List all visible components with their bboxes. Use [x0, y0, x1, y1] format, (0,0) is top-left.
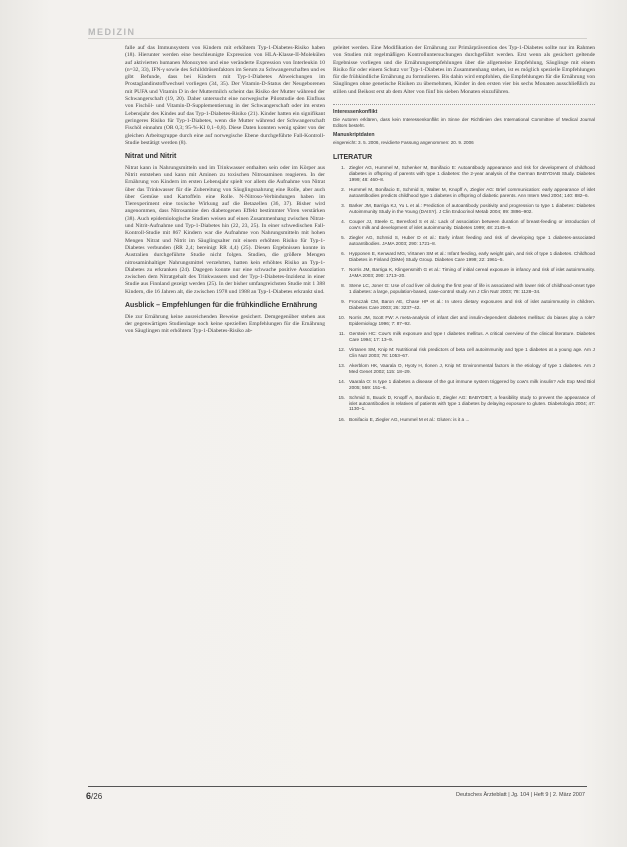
reference-item: [333, 363, 595, 375]
reference-number: 15.: [338, 394, 345, 400]
reference-item: [333, 347, 595, 359]
reference-item: [333, 331, 595, 343]
manuscript-text: eingereicht: 3. 5. 2006, revidierte Fassung angenommen: 20. 9. 2006: [333, 140, 474, 146]
reference-number: 5.: [341, 234, 345, 240]
reference-text: Fronczak CM, Baron AE, Chase HP et al.: In utero dietary exposures and risk of islet autoimmunity in children. Diabetes Care 2003; 26: 3237–42.: [349, 298, 595, 310]
reference-number: 16.: [338, 416, 345, 422]
nitrat-paragraph: Nitrat kann in Nahrungsmitteln und im Trinkwasser enthalten sein oder im Körper aus Nitrit entstehen und kann mit Aminen zu toxischen Nitrosaminen reagieren. In der Ernährung von Kindern im ersten Lebensjahr spielt vor allem die Aufnahme von Nitrat über das Trinkwasser für die Zubereitung von Säuglingsnahrung eine Rolle, aber auch über Gemüse und Kartoffeln eine Rolle. N-Nitroso-Verbindungen haben im Tierexperiment eine toxische Wirkung auf die Betazellen (36, 37). Bisher wird angenommen, dass Nitrosamine den diabetogenen Effekt bestimmter Viren verstärken (38). Auch epidemiologische Studien weisen auf einen Zusammenhang zwischen Nitrat- und Nitrit-Aufnahme und Typ-1-Diabetes hin (22, 23, 25). In einer schwedischen Fall-Kontroll-Studie mit 867 Kindern war die Aufnahme von Nahrungsmitteln mit hohen Mengen Nitrat und Nitrit im Säuglingsalter mit einem erhöhten Risiko für Typ-1-Diabetes verbunden (RR 2,4; bereinigt RR 4,4) (25). Diesen Ergebnissen konnte in Australien durchgeführte Studie nicht folgen. Studien, die größere Mengen nitrosaminhaltiger Nahrungsmittel verzehrten, hatten kein erhöhtes Risiko an Typ-1-Diabetes zu erkranken (24). Dagegen konnte nur eine schwache positive Assoziation zwischen dem Nitratgehalt des Trinkwassers und der Typ-1-Diabetes-Inzidenz in einer Studie aus Finnland gezeigt werden (25). In der bisher umfangreichsten Studie mit 1 388 Kindern, die 16 Jahren alt, die zwischen 1978 und 1988 an Typ-1-Diabetes erkrankt sind.: [125, 164, 325, 295]
manuscript-title: Manuskriptdaten: [333, 132, 375, 139]
reference-text: Virtanen SM, Knip M: Nutritional risk predictors of beta cell autoimmunity and type 1 diabetes at a young age. Am J Clin Nutr 2003; 78: 1053–67.: [349, 346, 595, 358]
reference-text: Norris JM, Scott FW: A meta-analysis of infant diet and insulin-dependent diabetes mellitus: do biases play a role? Epidemiology 1996; 7: 87–92.: [349, 314, 595, 326]
reference-number: 6.: [341, 250, 345, 256]
reference-number: 10.: [338, 314, 345, 320]
reference-number: 11.: [338, 330, 345, 336]
box-divider: [333, 104, 595, 105]
reference-number: 1.: [341, 165, 345, 171]
reference-text: Bonifacio E, Ziegler AG, Hummel M et al.: Gluten: is it a ...: [349, 416, 470, 422]
reference-number: 12.: [338, 346, 345, 352]
reference-item: [333, 417, 595, 423]
footer-rule: [88, 786, 587, 787]
heading-nitrat: Nitrat und Nitrit: [125, 153, 177, 161]
reference-list: [333, 165, 595, 422]
conflict-title: Interessenkonflikt: [333, 109, 378, 116]
reference-item: [333, 315, 595, 327]
reference-item: [333, 267, 595, 279]
reference-text: Akerblom HK, Vaarala O, Hyoty H, Ilonen J, Knip M: Environmental factors in the etiology of type 1 diabetes. Am J Med Genet 2002; 115: 18–29.: [349, 362, 595, 374]
reference-number: 9.: [341, 298, 345, 304]
reference-number: 3.: [341, 202, 345, 208]
page-number-main: 6: [86, 791, 92, 801]
reference-number: 2.: [341, 186, 345, 192]
reference-item: [333, 395, 595, 412]
reference-item: [333, 379, 595, 391]
section-header: MEDIZIN: [88, 27, 136, 37]
reference-text: Hypponen E, Kenward MG, Virtanen SM et al.: Infant feeding, early weight gain, and risk of type 1 diabetes. Childhood Diabetes in Finland (DiMe) Study Group. Diabetes Care 1999; 22: 1961–5.: [349, 250, 595, 262]
reference-text: Barker JM, Barriga KJ, Yu L et al.: Prediction of autoantibody positivity and progression to type 1 diabetes: Diabetes Autoimmunity Study in the Young (DAISY). J Clin Endocrinol Metab 2004; 89: 3896–902.: [349, 202, 595, 214]
page-number: [86, 791, 102, 801]
reference-text: Schmid S, Buuck D, Knopff A, Bonifacio E, Ziegler AG: BABYDIET, a feasibility study to prevent the appearance of islet autoantibodies in relatives of patients with type 1 diabetes by delaying exposure to gluten. Diabetologia 2004; 47: 1130–1.: [349, 394, 595, 412]
right-column: [333, 45, 595, 427]
reference-text: Norris JM, Barriga K, Klingensmith G et al.: Timing of initial cereal exposure in infancy and risk of islet autoimmunity. JAMA 2003; 290: 1713–20.: [349, 266, 595, 278]
reference-text: Ziegler AG, Schmid S, Huber D et al.: Early infant feeding and risk of developing type 1 diabetes-associated autoantibodies. JAMA 2003; 290: 1721–8.: [349, 234, 595, 246]
reference-number: 7.: [341, 266, 345, 272]
reference-number: 13.: [338, 362, 345, 368]
reference-text: Stene LC, Joner G: Use of cod liver oil during the first year of life is associated with lower risk of childhood-onset type 1 diabetes: a large, population-based, case-control study. Am J Clin Nutr 2003; 78: 1128–34.: [349, 282, 595, 294]
reference-item: [333, 203, 595, 215]
reference-item: [333, 251, 595, 263]
conclusion-paragraph: geleitet werden. Eine Modifikation der Ernährung zur Primärprävention des Typ-1-Diabetes sollte nur im Rahmen von Studien mit regelmäßigen Kontrolluntersuchungen durchgeführt werden. Erst wenn als gesichert geltende Ergebnisse vorliegen und die Ernährungsempfehlungen über die allgemeine Empfehlung, Säuglinge mit einem Risiko für oder einem Schutz vor Typ-1-Diabetes im Zusammenhang stehen, ist es möglich spezielle Empfehlungen für die frühkindliche Ernährung zu formulieren. Bis dahin wird empfohlen, die Empfehlungen für die Ernährung von Säuglingen ohne genetische Risiken zu übernehmen, Kinder in den ersten vier bis sechs Monaten ausschließlich zu stillen und Beikost erst ab dem Alter von fünf bis sieben Monaten einzuführen.: [333, 45, 595, 95]
heading-ausblick: Ausblick – Empfehlungen für die frühkindliche Ernährung: [125, 302, 318, 309]
journal-citation: Deutsches Ärzteblatt | Jg. 104 | Heft 9 | 2. März 2007: [455, 792, 585, 798]
reference-number: 4.: [341, 218, 345, 224]
intro-paragraph: falle auf das Immunsystem von Kindern mit erhöhtem Typ-1-Diabetes-Risiko haben (18). Hierunter werden eine beschleunigte Expression von HLA-Klasse-II-Molekülen auf aktivierten humanen Monozyten und eine veränderte Expression von Interleukin 10 (n=32, 33), IFN-γ sowie des Schilddrüsenfaktors im Serum zu Schwangerschaften und es gibt Befunde, dass bei Kindern mit Typ-1-Diabetes Abweichungen im Prostaglandinstoffwechsel vorliegen (34, 35). Der Vitamin-D-Status der Neugeborenen mit PUFA und Vitamin D in der Muttermilch scheint das Risiko der Mutter während der Schwangerschaft (19, 20). Daher untersucht eine norwegische Pilotstudie den Einfluss von Fischöl- und Vitamin-D-Supplementierung in der Schwangerschaft oder im ersten Lebensjahr des Kindes auf das Typ-1-Diabetes-Risiko (21). Kinder hatten ein signifikant geringeres Risiko für Typ-1-Diabetes, wenn die Mutter während der Schwangerschaft Fischöl einnahm (OR 0,3; 95-%-KI 0,1–0,8). Diese Daten konnten wenig später von der gleichen Arbeitsgruppe durch eine auf norwegische Ebene durchgeführte Fall-Kontroll-Studie bestätigt werden (8).: [125, 45, 325, 146]
reference-text: Couper JJ, Steele C, Beresford S et al.: Lack of association between duration of breast-feeding or introduction of cow's milk and development of islet autoimmunity. Diabetes 1999; 48: 2145–9.: [349, 218, 595, 230]
conflict-text: Die Autoren erklären, dass kein Interessenkonflikt im Sinne der Richtlinien des International Committee of Medical Journal Editors besteht.: [333, 117, 595, 128]
reference-item: [333, 283, 595, 295]
reference-number: 14.: [338, 378, 345, 384]
literature-heading: LITERATUR: [333, 153, 373, 161]
left-column: [125, 45, 325, 335]
ausblick-paragraph: Die zur Ernährung keine ausreichenden Beweise gesichert. Demgegenüber stehen aus der gegenwärtigen Studienlage noch keine speziellen Empfehlungen für die Ernährung von Säuglingen mit erhöhtem Typ-1-Diabetes-Risiko ab-: [125, 313, 325, 335]
reference-text: Hummel M, Bonifacio E, Schmid S, Walter M, Knopff A, Ziegler AG: Brief communication: early appearance of islet autoantibodies predicts childhood type 1 diabetes in offspring of diabetic parents. Ann Intern Med 2004; 140: 882–6.: [349, 186, 595, 198]
reference-item: [333, 299, 595, 311]
reference-text: Gerstein HC: Cow's milk exposure and type I diabetes mellitus. A critical overview of the clinical literature. Diabetes Care 1994; 17: 13–9.: [349, 330, 595, 342]
reference-item: [333, 165, 595, 182]
reference-number: 8.: [341, 282, 345, 288]
header-rule: [88, 38, 587, 39]
reference-item: [333, 187, 595, 199]
reference-text: Vaarala O: Is type 1 diabetes a disease of the gut immune system triggered by cow's milk insulin? Adv Exp Med Biol 2005; 569: 151–6.: [349, 378, 595, 390]
reference-text: Ziegler AG, Hummel M, Schenker M, Bonifacio E: Autoantibody appearance and risk for development of childhood diabetes in offspring of parents with type 1 diabetes: the 2-year analysis of the German BABYDIAB Study. Diabetes 1999; 48: 460–8.: [349, 165, 595, 182]
page-number-code: /26: [91, 792, 103, 801]
reference-item: [333, 235, 595, 247]
reference-item: [333, 219, 595, 231]
